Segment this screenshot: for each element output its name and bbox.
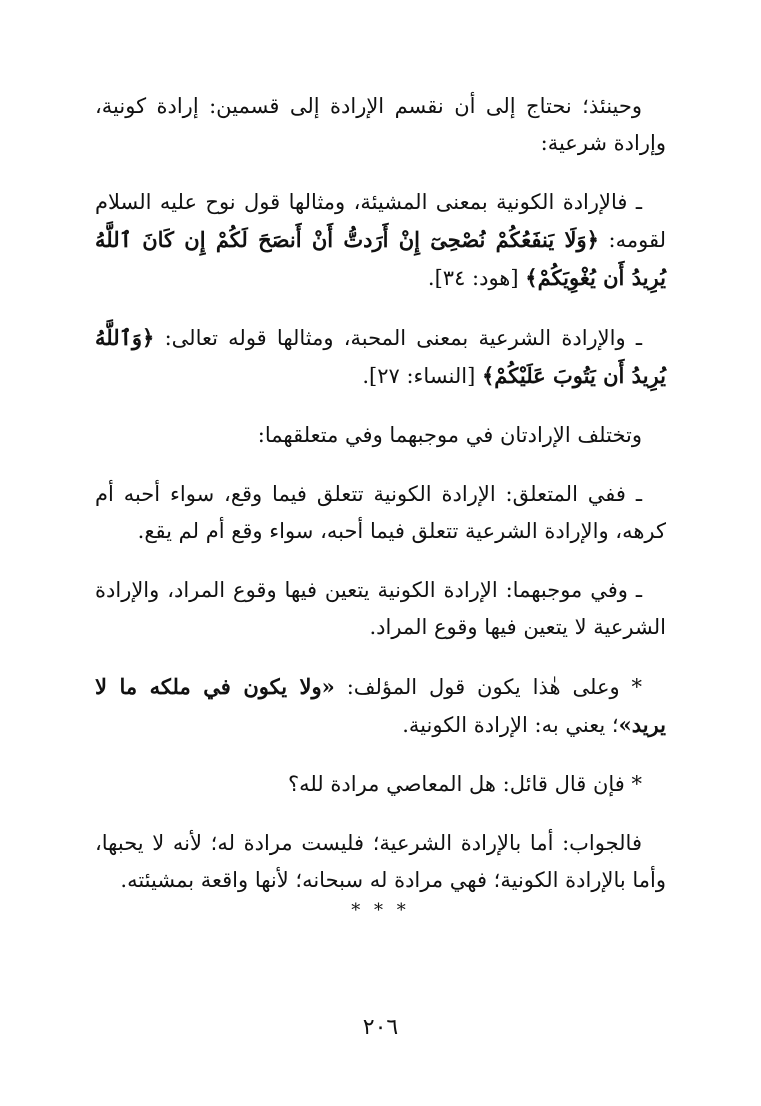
paragraph-6: ـ وفي موجبهما: الإرادة الكونية يتعين فيها وقوع المراد، والإرادة الشرعية لا يتعين فيها وقوع المراد. bbox=[95, 578, 666, 639]
quran-ref-hud: [هود: ٣٤]. bbox=[427, 266, 526, 290]
paragraph-3 bbox=[95, 319, 666, 395]
paragraph-2 bbox=[95, 184, 666, 297]
paragraph-4: وتختلف الإرادتان في موجبهما وفي متعلقهما: bbox=[257, 423, 642, 447]
paragraph-1: وحينئذ؛ نحتاج إلى أن نقسم الإرادة إلى قسمين: إرادة كونية، وإرادة شرعية: bbox=[95, 94, 666, 155]
quran-verse-nisa: ﴿وَٱللَّهُ يُرِيدُ أَن يَتُوبَ عَلَيْكُمْ﴾ bbox=[95, 325, 666, 388]
section-separator: * * * bbox=[351, 900, 410, 921]
paragraph-8: * فإن قال قائل: هل المعاصي مرادة لله؟ bbox=[287, 772, 642, 796]
quran-verse-hud: ﴿وَلَا يَنفَعُكُمْ نُصْحِىٓ إِنْ أَرَدتُّ أَنْ أَنصَحَ لَكُمْ إِن كَانَ ٱللَّهُ يُرِيدُ أَن يُغْوِيَكُمْ﴾ bbox=[95, 227, 666, 290]
paragraph-9: فالجواب: أما بالإرادة الشرعية؛ فليست مرادة له؛ لأنه لا يحبها، وأما بالإرادة الكونية؛ فهي مرادة له سبحانه؛ لأنها واقعة بمشيئته. bbox=[95, 831, 666, 892]
author-quote: «ولا يكون في ملكه ما لا يريد» bbox=[95, 674, 666, 737]
page-body bbox=[95, 88, 666, 921]
quran-ref-nisa: [النساء: ٢٧]. bbox=[362, 364, 482, 388]
paragraph-3-intro: ـ والإرادة الشرعية بمعنى المحبة، ومثالها قوله تعالى: bbox=[154, 326, 642, 350]
paragraph-7 bbox=[95, 668, 666, 744]
paragraph-2-intro: ـ فالإرادة الكونية بمعنى المشيئة، ومثالها قول نوح عليه السلام لقومه: bbox=[95, 190, 666, 252]
paragraph-5: ـ ففي المتعلق: الإرادة الكونية تتعلق فيما وقع، سواء أحبه أم كرهه، والإرادة الشرعية تتعلق فيما أحبه، سواء وقع أم لم يقع. bbox=[95, 482, 666, 543]
paragraph-7-intro: * وعلى هٰذا يكون قول المؤلف: bbox=[334, 675, 643, 699]
page-number: ٢٠٦ bbox=[362, 1015, 399, 1040]
paragraph-7-rest: ؛ يعني به: الإرادة الكونية. bbox=[402, 713, 619, 737]
